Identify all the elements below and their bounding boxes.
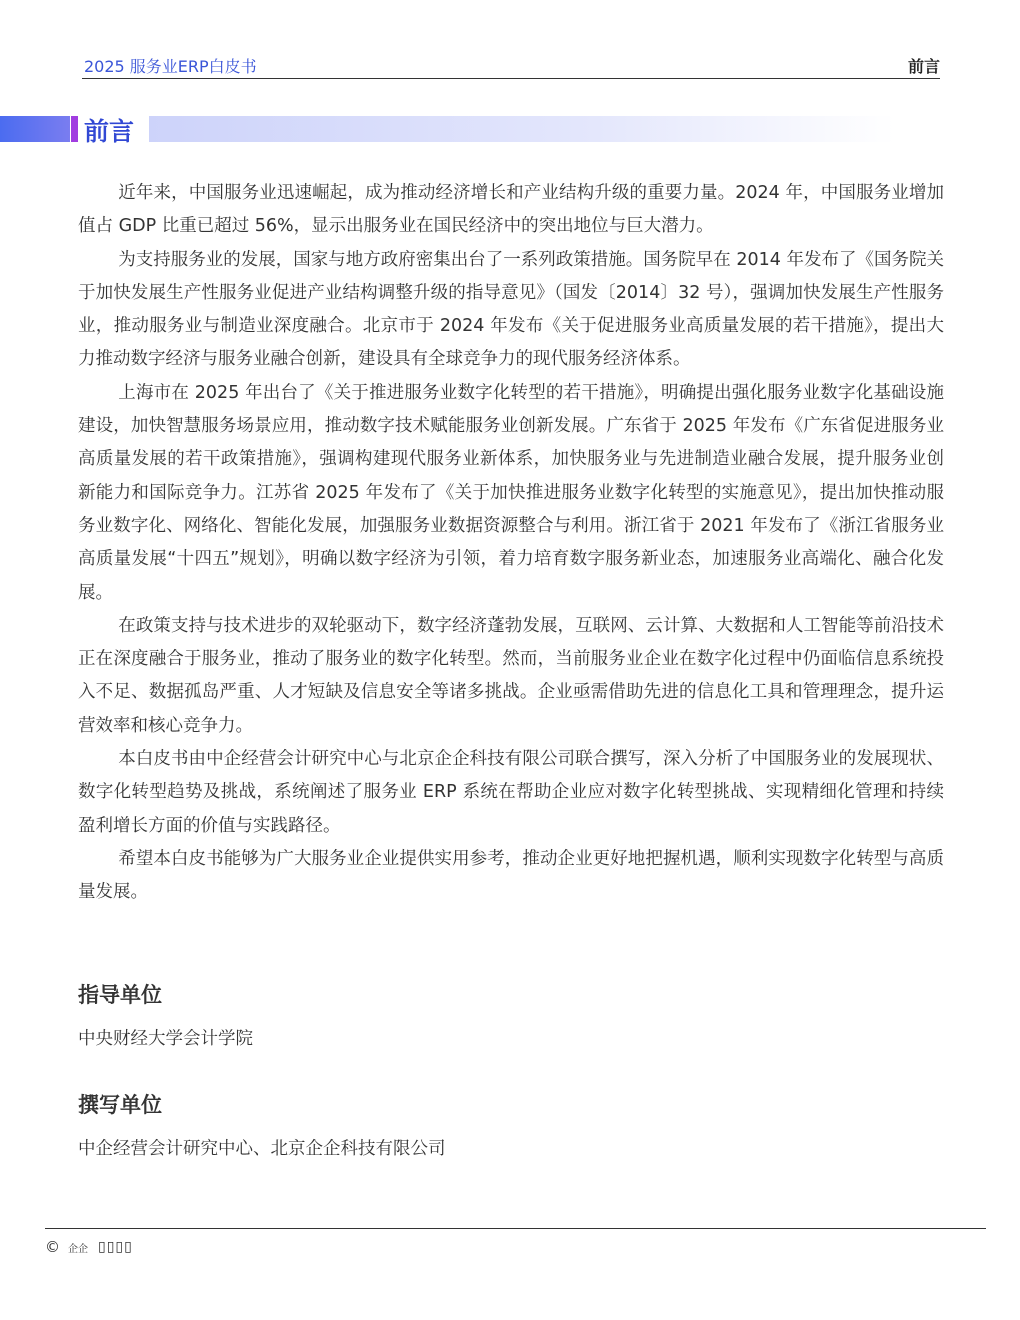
page-footer — [45, 1238, 133, 1256]
preface-body — [78, 177, 944, 910]
copyright-icon: © — [45, 1238, 60, 1256]
brand-logo: 企企 — [68, 1243, 88, 1255]
banner-accent-bar — [71, 116, 78, 142]
page-header — [82, 52, 940, 79]
section-title: 前言 — [84, 117, 135, 146]
paragraph: 为支持服务业的发展，国家与地方政府密集出台了一系列政策措施。国务院早在 2014 年发布了《国务院关于加快发展生产性服务业促进产业结构调整升级的指导意见》（国发〔2014〕32 号），强调加快发展生产性服务业，推动服务业与制造业深度融合。北京市于 2024 年发布《关于促进服务业高质量发展的若干措施》，提出大力推动数字经济与服务业融合创新，建设具有全球竞争力的现代服务经济体系。 — [78, 249, 944, 370]
doc-title: 2025 服务业ERP白皮书 — [84, 57, 257, 76]
authors-heading: 撰写单位 — [78, 1093, 162, 1117]
section-banner — [0, 113, 1020, 145]
paragraph: 希望本白皮书能够为广大服务业企业提供实用参考，推动企业更好地把握机遇，顺利实现数字化转型与高质量发展。 — [78, 848, 944, 903]
banner-fade-strip — [149, 116, 895, 142]
paragraph: 本白皮书由中企经营会计研究中心与北京企企科技有限公司联合撰写，深入分析了中国服务业的发展现状、数字化转型趋势及挑战，系统阐述了服务业 ERP 系统在帮助企业应对数字化转型挑战、实现精细化管理和持续盈利增长方面的价值与实践路径。 — [78, 749, 944, 836]
guidance-content: 中央财经大学会计学院 — [78, 1029, 253, 1049]
paragraph: 上海市在 2025 年出台了《关于推进服务业数字化转型的若干措施》，明确提出强化服务业数字化基础设施建设，加快智慧服务场景应用，推动数字技术赋能服务业创新发展。广东省于 2025 年发布《广东省促进服务业高质量发展的若干政策措施》，强调构建现代服务业新体系，加快服务业与先进制造业融合发展，提升服务业创新能力和国际竞争力。江苏省 2025 年发布了《关于加快推进服务业数字化转型的实施意见》，提出加快推动服务业数字化、网络化、智能化发展，加强服务业数据资源整合与利用。浙江省于 2021 年发布了《浙江省服务业高质量发展“十四五”规划》，明确以数字经济为引领，着力培育数字服务新业态，加速服务业高端化、融合化发展。 — [78, 382, 944, 603]
banner-gradient-block — [0, 116, 70, 142]
paragraph: 近年来，中国服务业迅速崛起，成为推动经济增长和产业结构升级的重要力量。2024 年，中国服务业增加值占 GDP 比重已超过 56%，显示出服务业在国民经济中的突出地位与巨大潜力。 — [78, 183, 944, 237]
authors-content: 中企经营会计研究中心、北京企企科技有限公司 — [78, 1139, 446, 1159]
footer-slogan: ▯▯▯▯ — [98, 1239, 133, 1255]
section-label: 前言 — [907, 57, 940, 76]
footer-divider — [45, 1228, 986, 1229]
paragraph: 在政策支持与技术进步的双轮驱动下，数字经济蓬勃发展，互联网、云计算、大数据和人工智能等前沿技术正在深度融合于服务业，推动了服务业的数字化转型。然而，当前服务业企业在数字化过程中仍面临信息系统投入不足、数据孤岛严重、人才短缺及信息安全等诸多挑战。企业亟需借助先进的信息化工具和管理理念，提升运营效率和核心竞争力。 — [78, 615, 944, 736]
guidance-heading: 指导单位 — [78, 983, 162, 1007]
